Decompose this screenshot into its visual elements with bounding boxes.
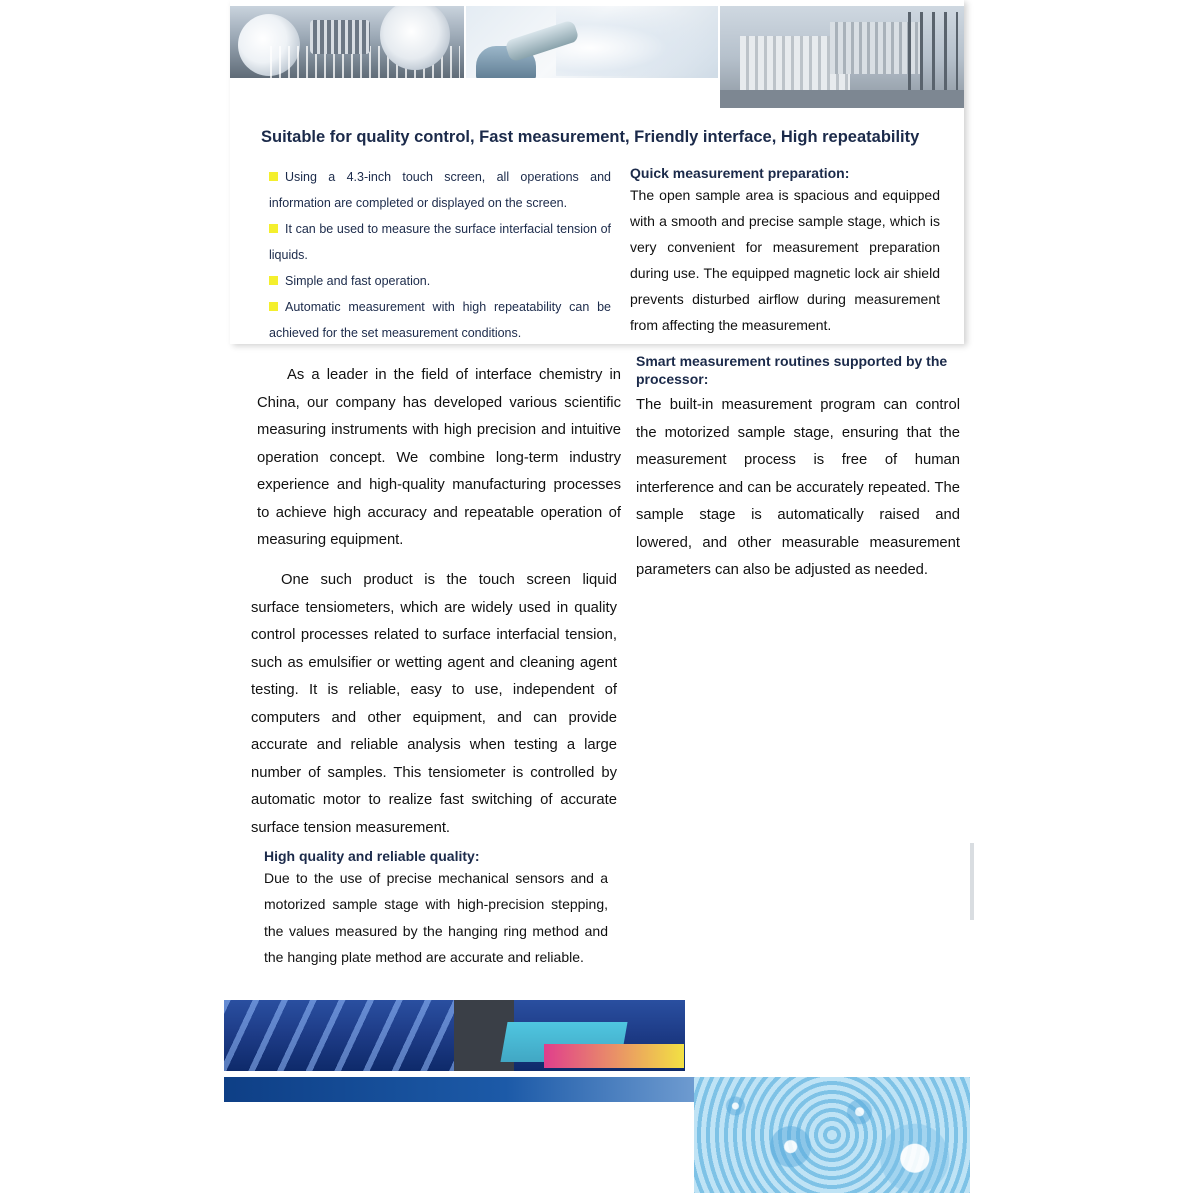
package-shape [544, 1044, 684, 1068]
spray-gun-photo [466, 6, 718, 78]
section-title: High quality and reliable quality: [264, 848, 480, 864]
list-item [269, 164, 611, 216]
feature-text: It can be used to measure the surface interfacial tension of liquids. [269, 222, 611, 262]
divider [970, 843, 974, 920]
bullet-icon [269, 302, 278, 311]
list-item [269, 294, 611, 346]
list-item [269, 216, 611, 268]
quick-preparation-section [630, 164, 940, 338]
bullet-icon [269, 172, 278, 181]
feature-text: Automatic measurement with high repeatability can be achieved for the set measurement conditions. [269, 300, 611, 340]
printing-rollers-photo [224, 1000, 685, 1071]
section-body: The built-in measurement program can control the motorized sample stage, ensuring that the measurement process is free of human interference and can be accurately repeated. The sample stage is automatically raised and lowered, and other measurable measurement parameters can also be adjusted as needed. [636, 397, 960, 578]
feature-list [269, 164, 611, 346]
page-heading: Suitable for quality control, Fast measurement, Friendly interface, High repeatability [261, 128, 920, 146]
feature-text: Using a 4.3-inch touch screen, all operations and information are completed or displayed on the screen. [269, 170, 611, 210]
blue-banner-bar [224, 1077, 694, 1102]
intro-paragraph: As a leader in the field of interface chemistry in China, our company has developed various scientific measuring instruments with high precision and intuitive operation concept. We combine long-term industry experience and high-quality manufacturing processes to achieve high accuracy and repeatable operation of measuring equipment. [257, 367, 621, 548]
roller-shine [224, 1000, 464, 1071]
cutlery-shape [310, 20, 370, 54]
transformer-photo [720, 6, 964, 108]
smart-routines-section [636, 352, 960, 585]
section-body: The open sample area is spacious and equipped with a smooth and precise sample stage, which is very convenient for measurement preparation during use. The equipped magnetic lock air shield prevents disturbed airflow during measurement from affecting the measurement. [630, 187, 940, 333]
dishwasher-photo [230, 6, 464, 78]
transformer-base [720, 90, 964, 108]
quality-section [264, 847, 608, 970]
section-body: Due to the use of precise mechanical sensors and a motorized sample stage with high-precision stepping, the values measured by the hanging ring method and the hanging plate method are accurate and reliable. [264, 870, 608, 965]
section-title: Quick measurement preparation: [630, 165, 850, 181]
bubbles-photo [694, 1077, 970, 1193]
transformer-unit [830, 22, 920, 74]
product-paragraph: One such product is the touch screen liquid surface tensiometers, which are widely used in quality control processes related to surface interfacial tension, such as emulsifier or wetting agent and cleaning agent testing. It is reliable, easy to use, independent of computers and other equipment, and can provide accurate and reliable analysis when testing a large number of samples. This tensiometer is controlled by automatic motor to realize fast switching of accurate surface tension measurement. [251, 572, 617, 836]
bullet-icon [269, 276, 278, 285]
feature-text: Simple and fast operation. [285, 274, 431, 288]
list-item [269, 268, 611, 294]
section-title: Smart measurement routines supported by the processor: [636, 353, 948, 387]
bullet-icon [269, 224, 278, 233]
spray-mist [556, 6, 718, 76]
